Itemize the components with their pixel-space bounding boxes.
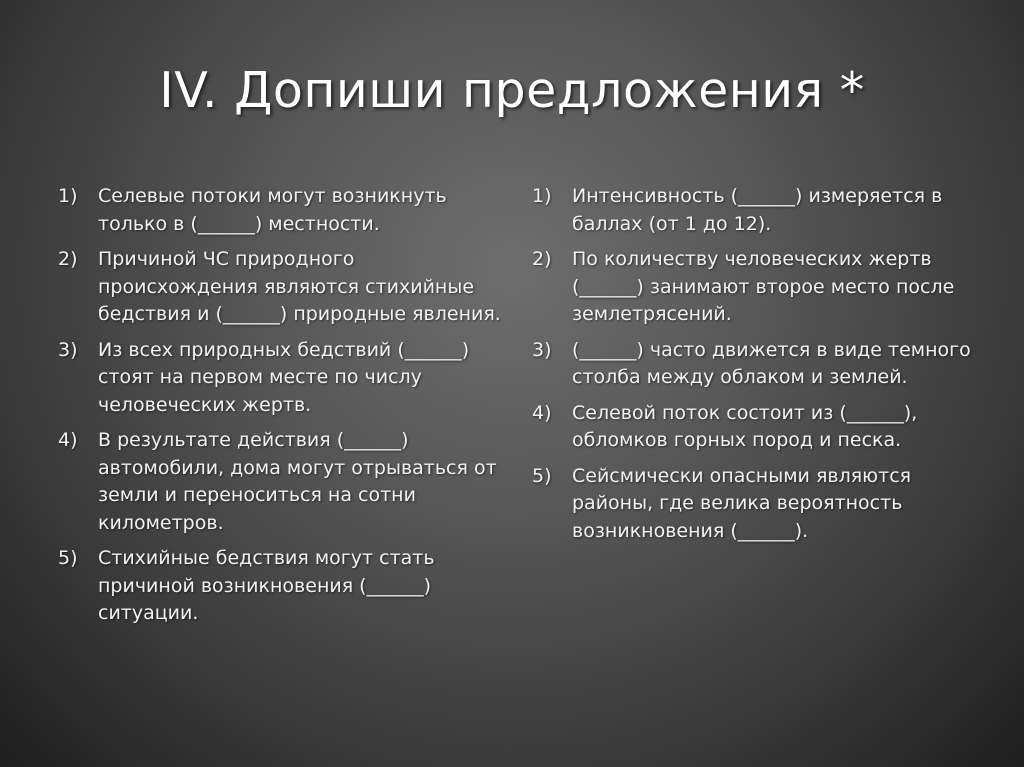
item-text: Сейсмически опасными являются районы, где велика вероятность возникновения (______). <box>572 464 912 542</box>
item-text: Селевые потоки могут возникнуть только в (______) местности. <box>98 185 447 235</box>
list-item <box>532 400 992 455</box>
item-number: 3) <box>58 338 78 361</box>
list-item <box>58 183 508 238</box>
item-text: Причиной ЧС природного происхождения являются стихийные бедствия и (______) природные явления. <box>98 248 501 325</box>
list-item <box>58 427 508 537</box>
item-text: Стихийные бедствия могут стать причиной возникновения (______) ситуации. <box>98 547 435 624</box>
item-text: В результате действия (______) автомобили, дома могут отрываться от земли и переноситься на сотни километров. <box>98 429 497 534</box>
item-number: 5) <box>532 464 552 487</box>
item-number: 1) <box>532 185 552 207</box>
list-item <box>532 463 992 546</box>
item-text: Селевой поток состоит из (______), обломков горных пород и песка. <box>572 401 918 451</box>
item-number: 2) <box>532 248 552 270</box>
item-text: Из всех природных бедствий (______) стоят на первом месте по числу человеческих жертв. <box>98 338 470 416</box>
right-question-list <box>532 183 992 553</box>
list-item <box>532 246 992 329</box>
item-number: 5) <box>58 547 78 569</box>
list-item <box>58 545 508 628</box>
item-number: 2) <box>58 248 78 270</box>
list-item <box>58 246 508 329</box>
item-number: 1) <box>58 185 78 207</box>
list-item <box>532 183 992 238</box>
item-text: По количеству человеческих жертв (______) занимают второе место после землетрясений. <box>572 248 955 325</box>
item-text: Интенсивность (______) измеряется в баллах (от 1 до 12). <box>572 185 943 235</box>
list-item <box>58 337 508 420</box>
slide-title: IV. Допиши предложения * <box>159 62 865 119</box>
left-question-list <box>58 183 508 636</box>
list-item <box>532 337 992 392</box>
item-number: 4) <box>58 429 78 451</box>
item-text: (______) часто движется в виде темного столба между облаком и землей. <box>572 338 971 388</box>
item-number: 4) <box>532 401 552 424</box>
item-number: 3) <box>532 338 552 361</box>
